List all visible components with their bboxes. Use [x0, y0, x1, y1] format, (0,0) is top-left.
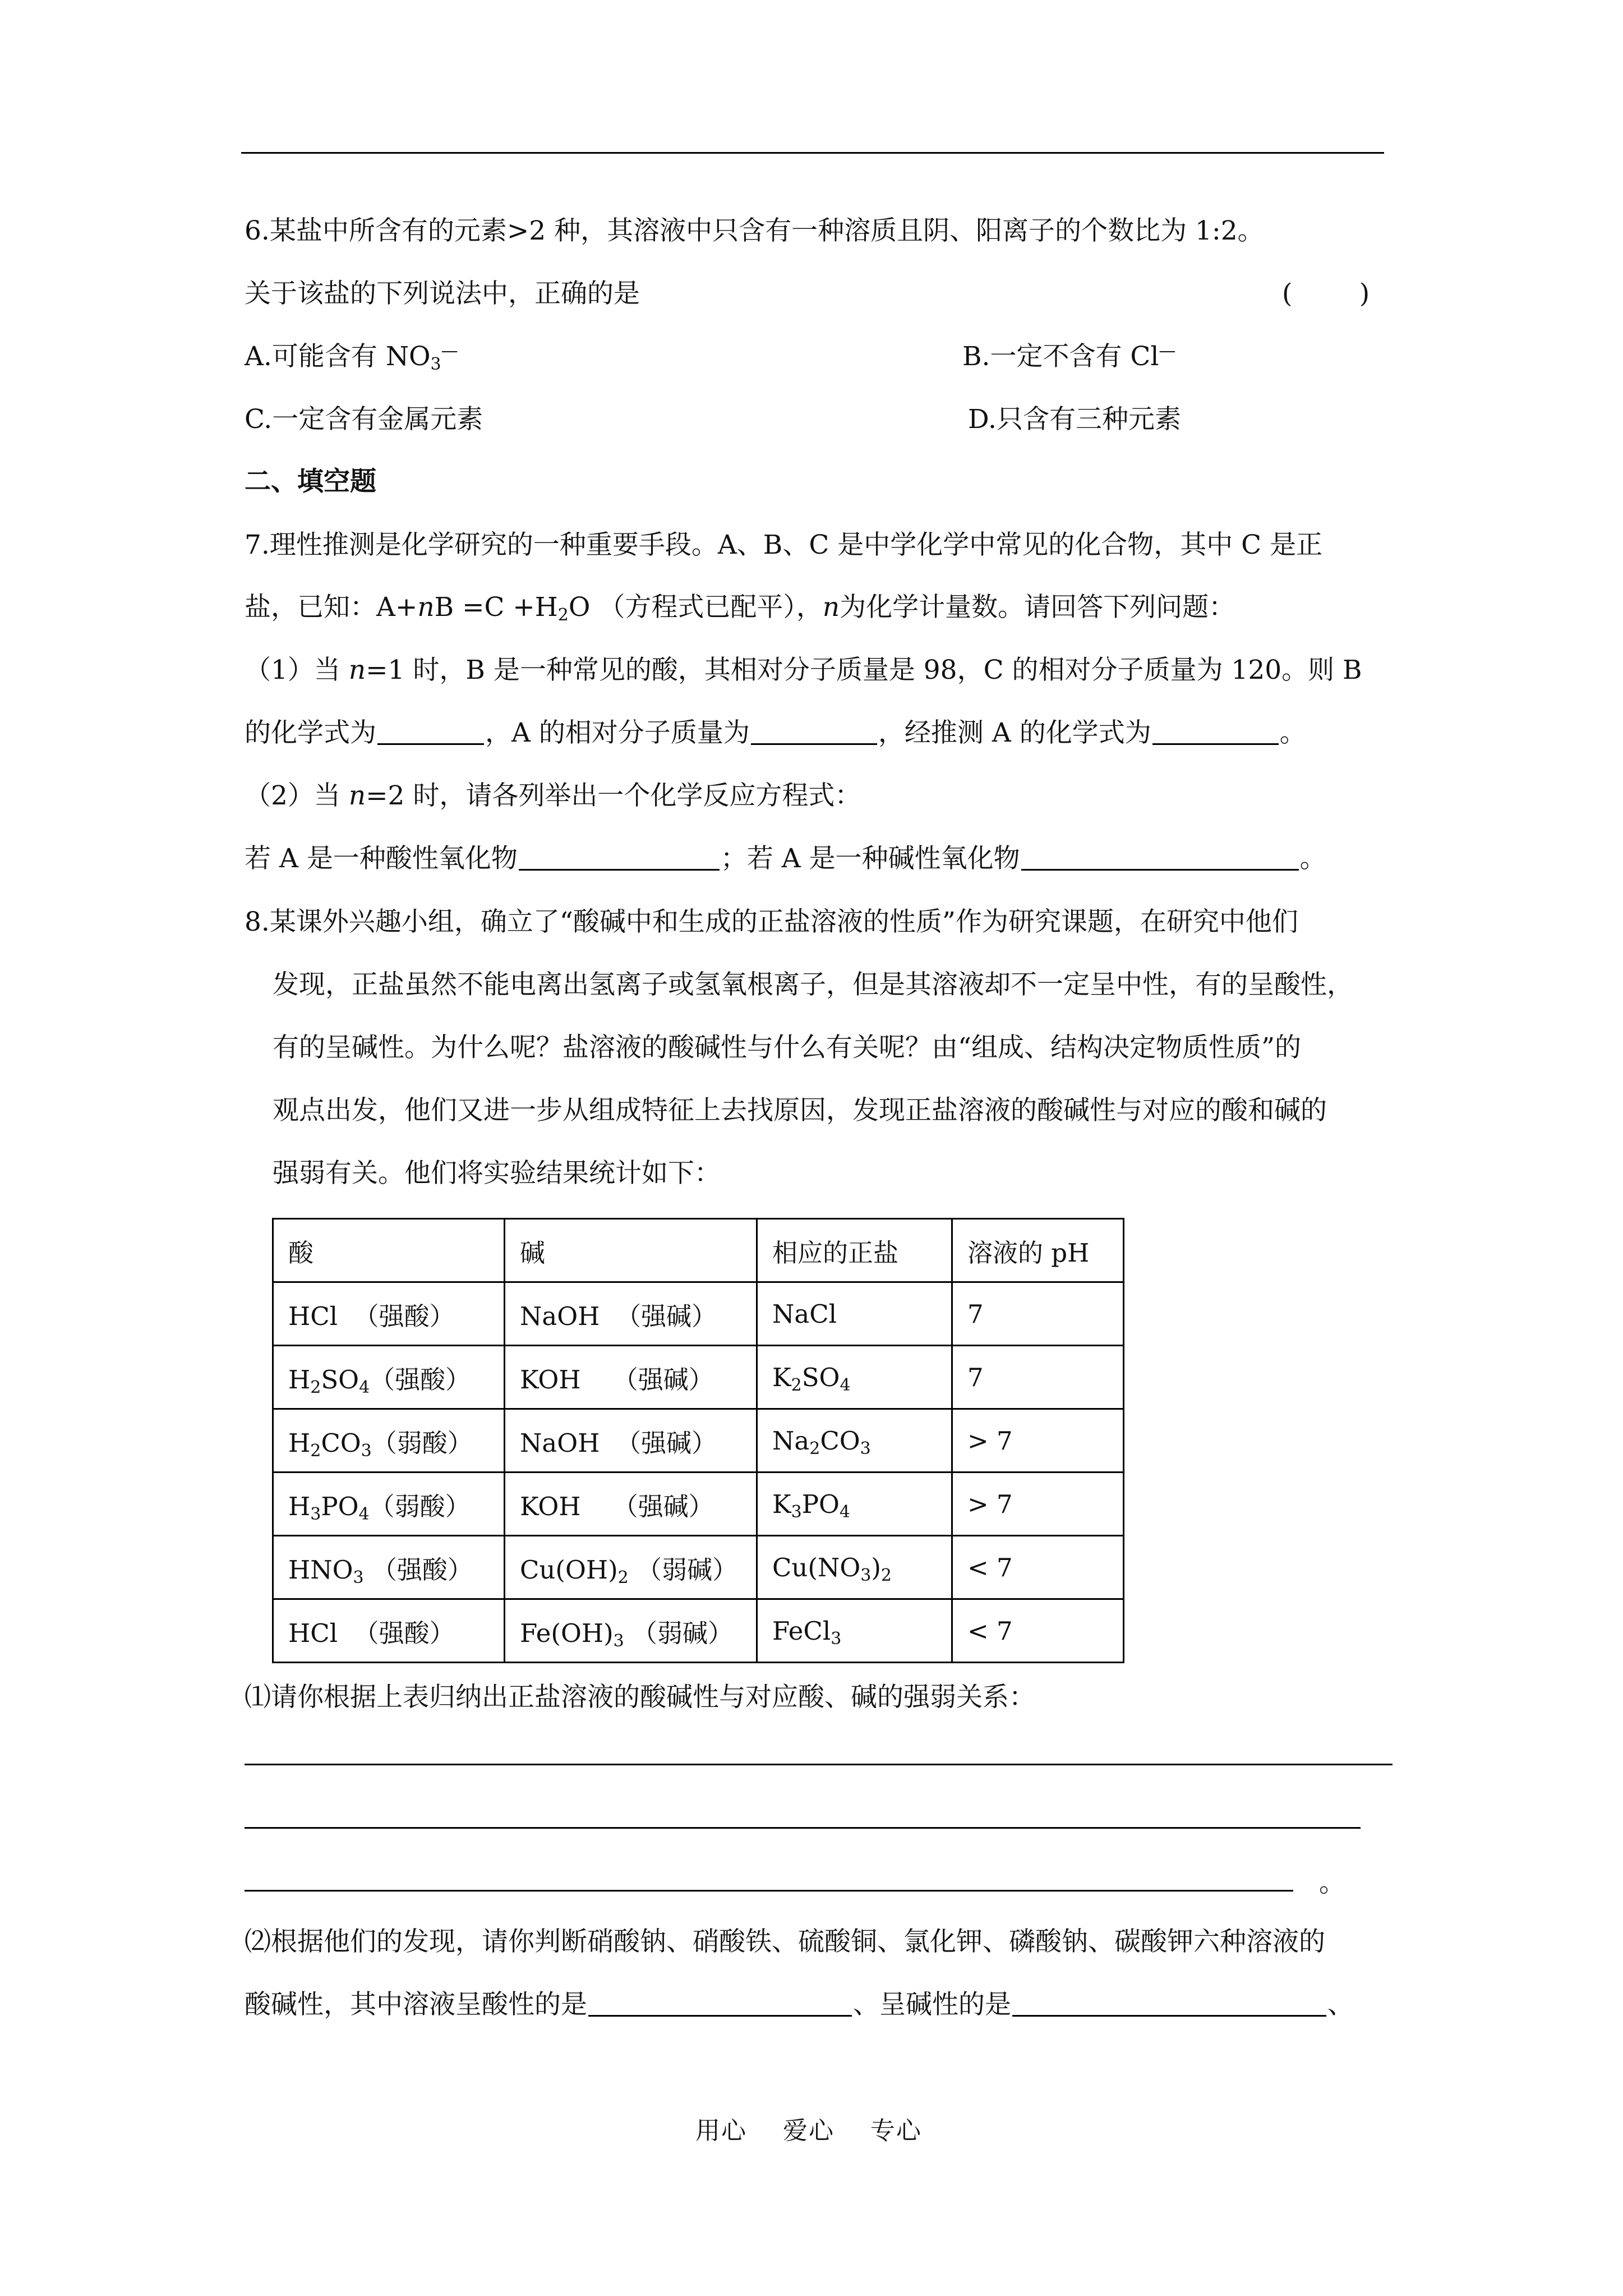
header-acid: 酸 — [273, 1219, 505, 1282]
q6-option-c: C.一定含有金属元素 — [245, 404, 483, 435]
q6-line2: 关于该盐的下列说法中，正确的是 — [245, 278, 640, 309]
salt-cell: FeCl$_3$ — [757, 1599, 952, 1663]
q8-line5: 强弱有关。他们将实验结果统计如下： — [273, 1158, 721, 1189]
ph-cell: < 7 — [952, 1599, 1124, 1663]
salt-cell: NaCl — [757, 1282, 952, 1346]
ph-cell: > 7 — [952, 1409, 1124, 1473]
table-row — [273, 1536, 1124, 1599]
base-cell: $Fe(OH)_3$ （弱碱） — [505, 1599, 757, 1663]
q8-sub2-line1: ⑵根据他们的发现，请你判断硝酸钠、硝酸铁、硫酸铜、氯化钾、磷酸钠、碳酸钾六种溶液的 — [245, 1926, 1325, 1957]
q8-blank-basic-solutions[interactable] — [1012, 2015, 1326, 2017]
q6-option-a: A.可能含有 $NO_3^—$ — [245, 341, 458, 374]
q8-sub1-prompt: ⑴请你根据上表归纳出正盐溶液的酸碱性与对应酸、碱的强弱关系： — [245, 1682, 1035, 1713]
acid-cell: $HNO_3$ （强酸） — [273, 1536, 505, 1599]
q8-blank-acidic-solutions[interactable] — [588, 2015, 852, 2017]
table-row — [273, 1282, 1124, 1346]
q6-answer-paren: ( ) — [1282, 278, 1370, 309]
header-base: 碱 — [505, 1219, 757, 1282]
base-cell: $Cu(OH)_2$ （弱碱） — [505, 1536, 757, 1599]
q8-line3: 有的呈碱性。为什么呢？盐溶液的酸碱性与什么有关呢？由“组成、结构决定物质性质”的 — [273, 1032, 1302, 1063]
table-row — [273, 1599, 1124, 1663]
table-row — [273, 1409, 1124, 1473]
q8-sub1-period: 。 — [1319, 1867, 1345, 1898]
q6-option-d: D.只含有三种元素 — [968, 404, 1181, 435]
q7-blank-acidic-oxide-eq[interactable] — [519, 869, 720, 871]
q8-sub1-answer-line-2[interactable] — [245, 1827, 1361, 1829]
base-cell: KOH （强碱） — [505, 1473, 757, 1536]
ph-cell: 7 — [952, 1346, 1124, 1409]
salt-cell: $K_3PO_4$ — [757, 1473, 952, 1536]
table-row — [273, 1473, 1124, 1536]
base-cell: NaOH （强碱） — [505, 1409, 757, 1473]
q8-line1: 8.某课外兴趣小组，确立了“酸碱中和生成的正盐溶液的性质”作为研究课题，在研究中他们 — [245, 907, 1298, 937]
header-rule — [241, 152, 1384, 154]
ph-cell: < 7 — [952, 1536, 1124, 1599]
q7-blank-b-formula[interactable] — [377, 743, 484, 745]
page-footer: 用心 爱心 专心 — [695, 2116, 922, 2145]
ph-cell: > 7 — [952, 1473, 1124, 1536]
acid-cell: HCl （强酸） — [273, 1599, 505, 1663]
q8-sub1-answer-line-1[interactable] — [245, 1764, 1393, 1765]
q7-blank-basic-oxide-eq[interactable] — [1021, 869, 1299, 871]
acid-cell: $H_2CO_3$（弱酸） — [273, 1409, 505, 1473]
q7-part2-line1: （2）当 n=2 时，请各列举出一个化学反应方程式： — [245, 780, 861, 811]
q8-line2: 发现，正盐虽然不能电离出氢离子或氢氧根离子，但是其溶液却不一定呈中性，有的呈酸性， — [273, 969, 1353, 1000]
q7-line2: 盐，已知：$A+nB =C +H_2O$ （方程式已配平），n为化学计量数。请回答下列问题： — [245, 592, 1235, 625]
ph-cell: 7 — [952, 1282, 1124, 1346]
header-salt: 相应的正盐 — [757, 1219, 952, 1282]
q7-part1-line2: 的化学式为 ，A 的相对分子质量为 ，经推测 A 的化学式为 。 — [245, 717, 1306, 748]
base-cell: KOH （强碱） — [505, 1346, 757, 1409]
q6-option-b: B.一定不含有 Cl— — [962, 341, 1176, 372]
q8-line4: 观点出发，他们又进一步从组成特征上去找原因，发现正盐溶液的酸碱性与对应的酸和碱的 — [273, 1095, 1327, 1126]
base-cell: NaOH （强碱） — [505, 1282, 757, 1346]
salt-cell: $Cu(NO_3)_2$ — [757, 1536, 952, 1599]
q6-line1: 6.某盐中所含有的元素>2 种，其溶液中只含有一种溶质且阴、阳离子的个数比为 1:2。 — [245, 215, 1264, 246]
header-ph: 溶液的 pH — [952, 1219, 1124, 1282]
q7-blank-a-mass[interactable] — [751, 743, 877, 745]
table-header-row — [273, 1219, 1124, 1282]
q8-sub2-line2: 酸碱性，其中溶液呈酸性的是 、呈碱性的是 、 — [245, 1989, 1354, 2020]
acid-base-salt-table — [272, 1218, 1124, 1663]
acid-cell: HCl （强酸） — [273, 1282, 505, 1346]
acid-cell: $H_3PO_4$（弱酸） — [273, 1473, 505, 1536]
q7-line1: 7.理性推测是化学研究的一种重要手段。A、B、C 是中学化学中常见的化合物，其中 C 是正 — [245, 530, 1323, 560]
q7-blank-a-formula[interactable] — [1152, 743, 1279, 745]
acid-cell: $H_2SO_4$（强酸） — [273, 1346, 505, 1409]
q8-sub1-answer-line-3[interactable] — [245, 1890, 1293, 1892]
salt-cell: $Na_2CO_3$ — [757, 1409, 952, 1473]
section-heading-fill-in: 二、填空题 — [245, 466, 376, 497]
table-row — [273, 1346, 1124, 1409]
salt-cell: $K_2SO_4$ — [757, 1346, 952, 1409]
q7-part1-line1: （1）当 n=1 时，B 是一种常见的酸，其相对分子质量是 98，C 的相对分子质量为 120。则 B — [245, 655, 1362, 685]
q7-part2-line2: 若 A 是一种酸性氧化物 ；若 A 是一种碱性氧化物 。 — [245, 843, 1326, 874]
